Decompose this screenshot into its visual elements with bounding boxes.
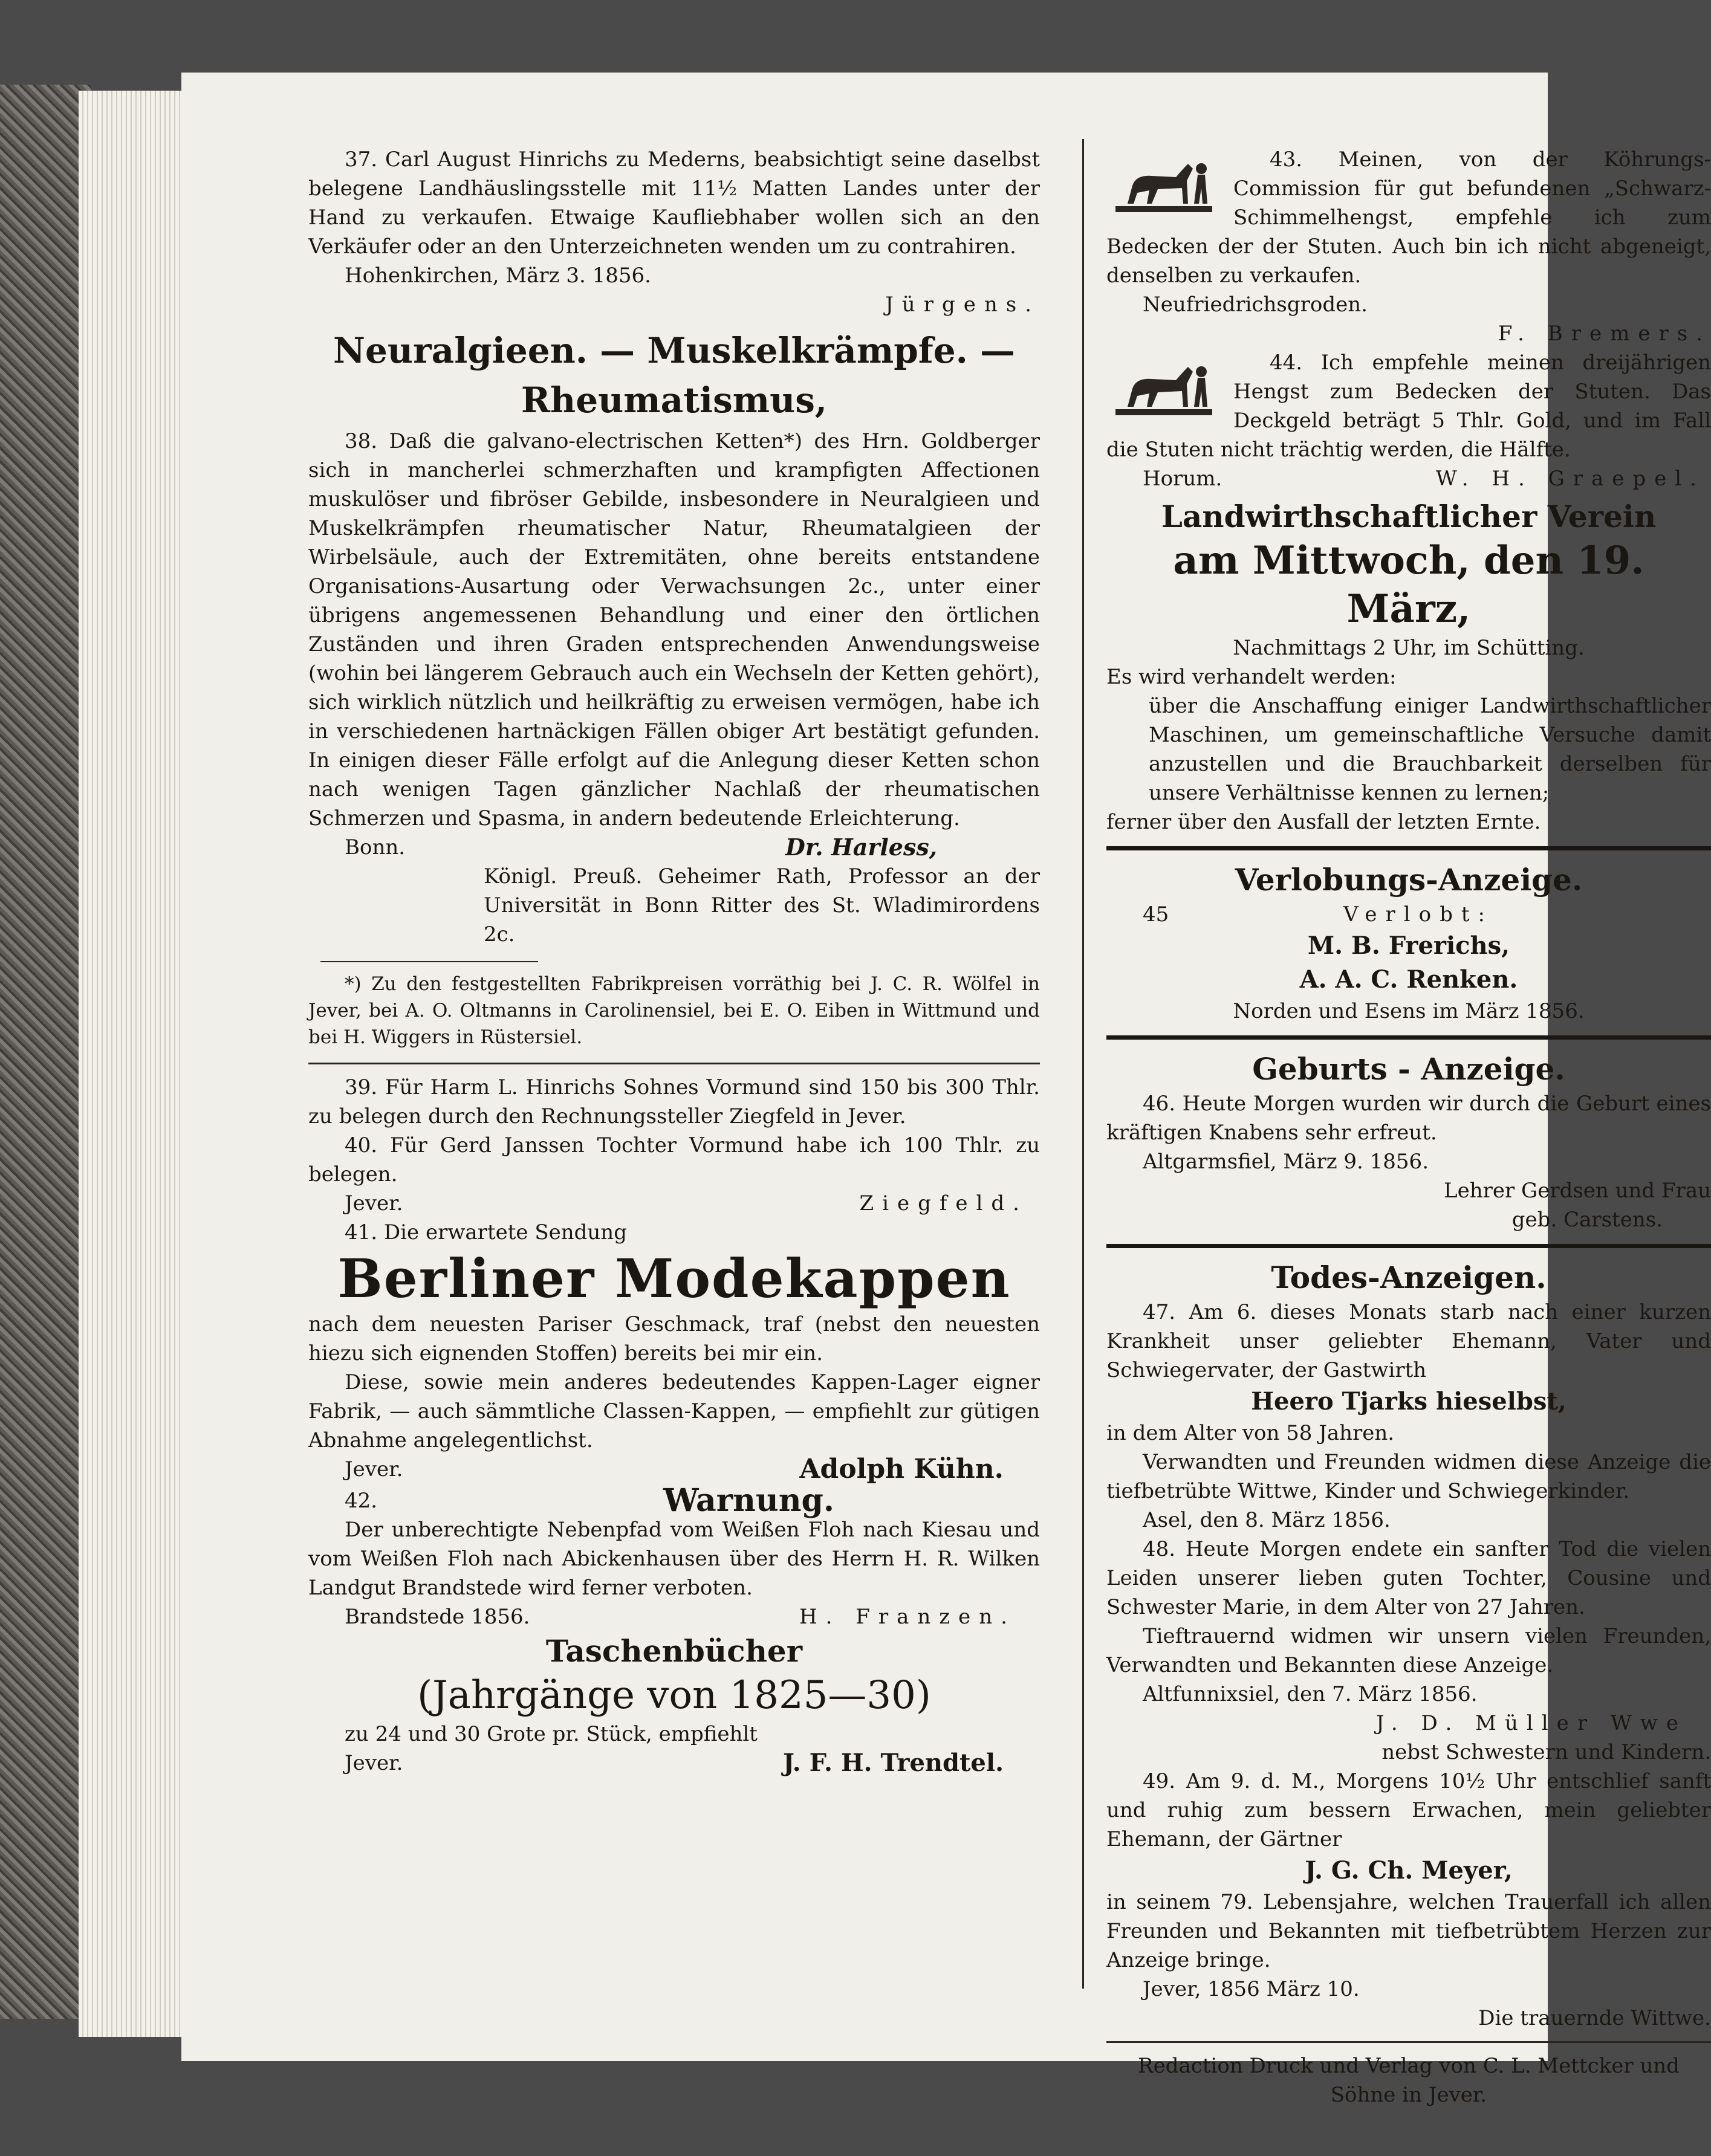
ad-42-number: 42. [345,1489,378,1513]
ad-49-body: in seinem 79. Lebensjahre, welchen Trauerfall ich allen Freunden und Bekannten mit tiefbetrübtem Herzen zur Anzeige bringe. [1106,1890,1711,1972]
ad-41-body-1: nach dem neuesten Pariser Geschmack, traf (nebst den neuesten hiezu sich eignenden Stoffen) bereits bei mir ein. [308,1312,1040,1365]
ad-43-signature: F. Bremers. [1498,322,1711,346]
footnote-rule [320,961,538,962]
book-spine [0,85,91,2019]
ad-47-place: Asel, den 8. März 1856. [1143,1508,1391,1532]
ad-42-signature: H. Franzen. [799,1605,1016,1629]
ad-44-text: 44. Ich empfehle meinen dreijährigen Hengst zum Bedecken der Stuten. Das Deckgeld beträgt 5 Thlr. Gold, und im Fall die Stuten nicht trächtig werden, die Hälfte. [1106,351,1711,462]
ad-46-signature-2: geb. Carstens. [1511,1208,1663,1232]
ad-40-signature-row [308,1189,1040,1218]
ad-46-place: Altgarmsfiel, März 9. 1856. [1143,1150,1429,1174]
separator [1106,846,1711,850]
taschenbuecher-signature: J. F. H. Trendtel. [782,1749,1004,1777]
taschenbuecher-signature-row [308,1749,1040,1778]
ad-43-place: Neufriedrichsgroden. [1143,293,1368,317]
taschenbuecher-place: Jever. [345,1751,403,1775]
ad-47-name: Heero Tjarks hieselbst, [1251,1387,1567,1416]
ad-37-signature: Jürgens. [885,293,1040,317]
ad-38-signature: Dr. Harless, [785,834,937,861]
ad-41-intro: 41. Die erwartete Sendung [345,1220,627,1245]
heading-taschenbuecher: Taschenbücher [545,1633,803,1669]
heading-mittwoch: am Mittwoch, den 19. März, [1173,538,1644,632]
ad-38-signature-row [308,833,1040,862]
ad-44-signature: W. H. Graepel. [1435,467,1705,491]
ad-41-body-2: Diese, sowie mein anderes bedeutendes Kappen-Lager eigner Fabrik, — auch sämmtliche Classen-Kappen, — empfiehlt zur gütigen Abnahme angelegentlichst. [308,1370,1040,1452]
heading-neuralgieen: Neuralgieen. — Muskelkrämpfe. — [333,330,1016,371]
ad-42-place: Brandstede 1856. [345,1605,530,1629]
ad-38-text: 38. Daß die galvano-electrischen Ketten*) des Hrn. Goldberger sich in mancherlei schmerzhaften und krampfigten Affectionen muskulöser und fibröser Gebilde, insbesondere in Neuralgieen und Muskelkrämpfen rheumatischer Natur, Rheumatalgieen der Wirbelsäule, auch der Extremitäten, ohne bereits entstandene Organisations-Ausartung oder Verwachsungen 2c., unter einer übrigens angemessenen Behandlung und einer den örtlichen Zuständen und ihren Graden entsprechenden Anwendungsweise (wohin bei längerem Gebrauch auch ein Wechseln der Ketten gehört), sich wirklich nützlich und heilkräftig zu erweisen vermögen, habe ich in verschiedenen hartnäckigen Fällen obiger Art bestätigt gefunden. In einigen dieser Fälle erfolgt auf die Anlegung dieser Ketten schon nach wenigen Tagen gänzlicher Nachlaß der rheumatischen Schmerzen und Spasma, in andern bedeutende Erleichterung. [308,429,1040,830]
heading-geburts-anzeige: Geburts - Anzeige. [1252,1051,1565,1087]
newspaper-page [181,73,1711,2107]
ad-46-signature-1: Lehrer Gerdsen und Frau [1444,1179,1711,1203]
taschenbuecher-body: zu 24 und 30 Grote pr. Stück, empfiehlt [345,1722,758,1746]
heading-jahrgaenge: (Jahrgänge von 1825—30) [417,1673,931,1718]
heading-landwirthschaftlicher-verein: Landwirthschaftlicher Verein [1161,499,1657,534]
heading-rheumatismus: Rheumatismus, [521,380,828,421]
left-column [308,145,1040,1778]
ad-41-place: Jever. [345,1457,403,1481]
ad-48-signature-1: J. D. Müller Wwe [1375,1711,1687,1735]
ad-39-text: 39. Für Harm L. Hinrichs Sohnes Vormund sind 150 bis 300 Thlr. zu belegen durch den Rechnungssteller Ziegfeld in Jever. [308,1075,1040,1128]
horse-woodcut-icon [1106,147,1221,220]
ad-45-name-1: M. B. Frerichs, [1307,931,1510,960]
column-divider [1082,139,1084,1989]
ad-45-name-2: A. A. C. Renken. [1299,965,1518,994]
ad-40-text: 40. Für Gerd Janssen Tochter Vormund habe ich 100 Thlr. zu belegen. [308,1133,1040,1186]
separator [1106,1035,1711,1040]
verein-time: Nachmittags 2 Uhr, im Schütting. [1233,636,1585,660]
ad-44-signature-row [1106,464,1711,493]
ad-40-place: Jever. [345,1191,403,1216]
ad-46-text: 46. Heute Morgen wurden wir durch die Geburt eines kräftigen Knabens sehr erfreut. [1106,1092,1711,1145]
colophon: Redaction Druck und Verlag von C. L. Mettcker und Söhne in Jever. [1138,2054,1680,2107]
right-column [1106,145,1711,2109]
ad-42-text: Der unberechtigte Nebenpfad vom Weißen Floh nach Kiesau und vom Weißen Floh nach Abickenhausen über des Herrn H. R. Wilken Landgut Brandstede wird ferner verboten. [308,1518,1040,1600]
footnote: *) Zu den festgestellten Fabrikpreisen vorräthig bei J. C. R. Wölfel in Jever, bei A. O. Oltmanns in Carolinensiel, bei E. O. Eiben in Wittmund und bei H. Wiggers in Rüstersiel. [308,973,1040,1048]
ad-42-heading-row [308,1482,1040,1519]
ad-38-place: Bonn. [345,835,406,859]
separator [308,1063,1040,1064]
ad-48-signature-2: nebst Schwestern und Kindern. [1381,1740,1711,1764]
ad-48-body: Tieftrauernd widmen wir unsern vielen Freunden, Verwandten und Bekannten diese Anzeige. [1106,1624,1711,1677]
ad-49-signature: Die trauernde Wittwe. [1478,2006,1711,2030]
heading-todes-anzeigen: Todes-Anzeigen. [1271,1260,1547,1295]
separator [1106,2041,1711,2043]
separator [1106,1244,1711,1248]
ad-47-age: in dem Alter von 58 Jahren. [1106,1421,1395,1445]
ad-48-text: 48. Heute Morgen endete ein sanfter Tod die vielen Leiden unserer lieben guten Tochter, Cousine und Schwester Marie, in dem Alter von 27 Jahren. [1106,1537,1711,1619]
ad-49-name: J. G. Ch. Meyer, [1305,1856,1513,1885]
verein-item-2: ferner über den Ausfall der letzten Ernte. [1106,810,1541,834]
heading-warnung: Warnung. [663,1482,834,1519]
ad-40-signature: Ziegfeld. [859,1191,1028,1216]
ad-49-text: 49. Am 9. d. M., Morgens 10½ Uhr entschlief sanft und ruhig zum bessern Erwachen, mein geliebter Ehemann, der Gärtner [1106,1769,1711,1851]
ad-45-number: 45 [1143,902,1169,927]
ad-49-place: Jever, 1856 März 10. [1143,1977,1360,2001]
ad-47-body: Verwandten und Freunden widmen diese Anzeige die tiefbetrübte Wittwe, Kinder und Schwiegerkinder. [1106,1450,1711,1503]
ad-43-text: 43. Meinen, von der Köhrungs-Commission für gut befundenen „Schwarz-Schimmelhengst, empfehle ich zum Bedecken der der Stuten. Auch bin ich nicht abgeneigt, denselben zu verkaufen. [1106,147,1711,288]
heading-verlobungs-anzeige: Verlobungs-Anzeige. [1235,862,1583,898]
ad-37-place: Hohenkirchen, März 3. 1856. [345,264,651,288]
ad-45-label-row [1106,900,1711,929]
ad-45-place: Norden und Esens im März 1856. [1233,999,1585,1023]
ad-38-title: Königl. Preuß. Geheimer Rath, Professor an der Universität in Bonn Ritter des St. Wladimirordens 2c. [484,864,1040,947]
ad-45-label: Verlobt: [1343,902,1493,927]
ad-42-signature-row [308,1602,1040,1631]
heading-berliner-modekappen: Berliner Modekappen [337,1247,1011,1310]
ad-47-text: 47. Am 6. dieses Monats starb nach einer kurzen Krankheit unser geliebter Ehemann, Vater und Schwiegervater, der Gastwirth [1106,1300,1711,1382]
verein-intro: Es wird verhandelt werden: [1106,665,1397,689]
horse-woodcut-icon-2 [1106,351,1221,423]
ad-44-place: Horum. [1143,467,1222,491]
ad-41-signature: Adolph Kühn. [799,1454,1004,1484]
ad-41-signature-row [308,1455,1040,1484]
ad-37-text: 37. Carl August Hinrichs zu Mederns, beabsichtigt seine daselbst belegene Landhäuslingsstelle mit 11½ Matten Landes unter der Hand zu verkaufen. Etwaige Kaufliebhaber wollen sich an den Verkäufer oder an den Unterzeichneten wenden um zu contrahiren. [308,147,1040,259]
verein-item-1: über die Anschaffung einiger Landwirthschaftlicher Maschinen, um gemeinschaftliche Versuche damit anzustellen und die Brauchbarkeit derselben für unsere Verhältnisse kennen zu lernen; [1149,694,1711,805]
ad-48-place: Altfunnixsiel, den 7. März 1856. [1143,1682,1478,1706]
